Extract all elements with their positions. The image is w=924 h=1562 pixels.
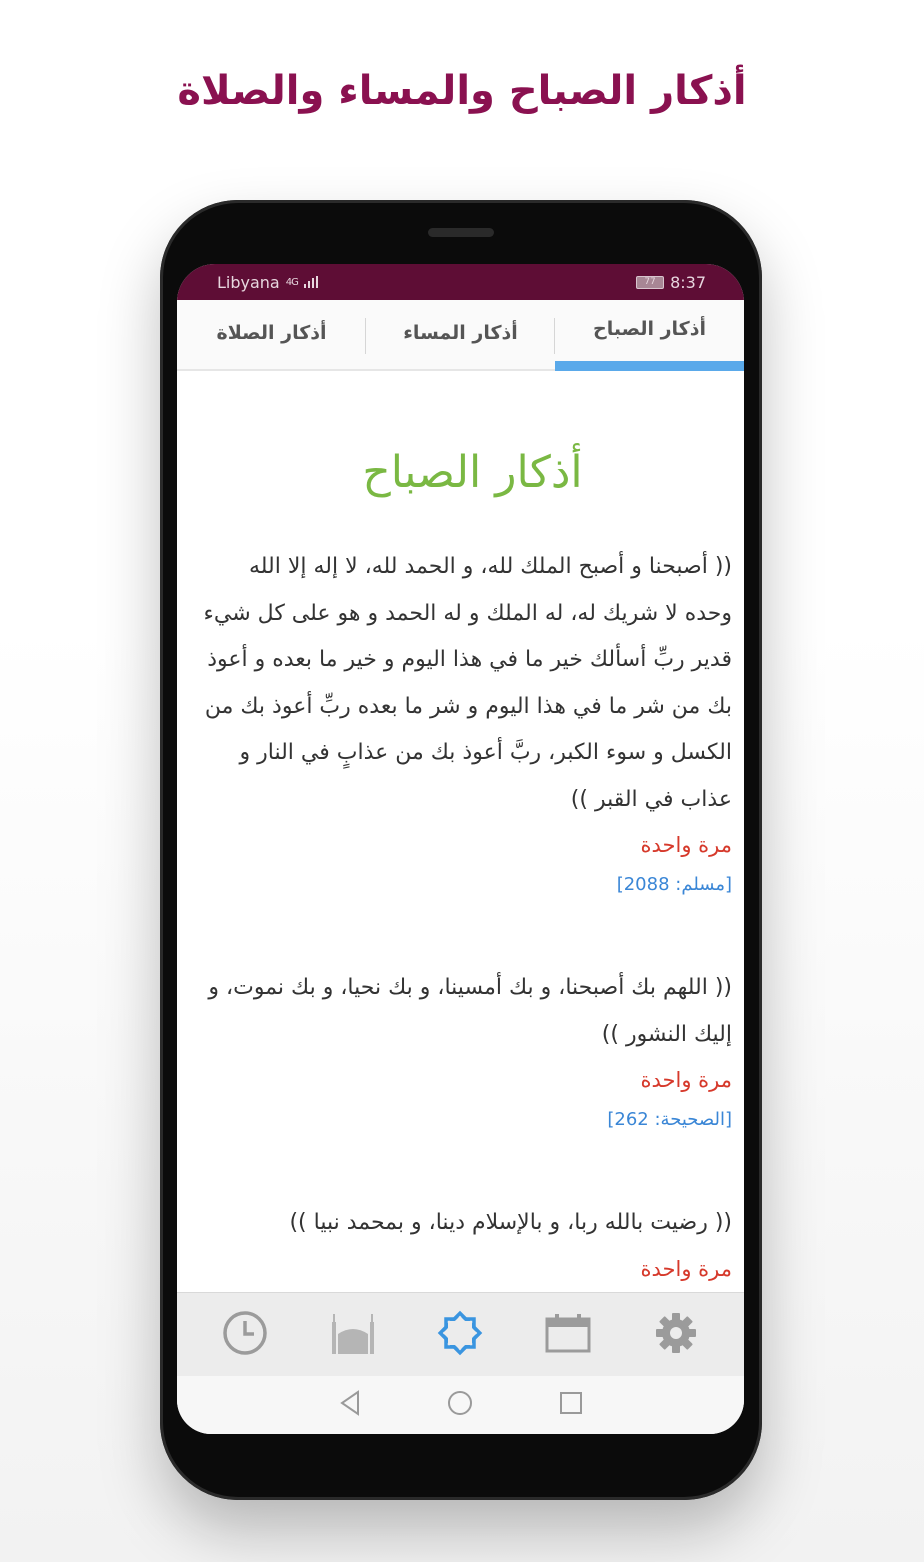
promo-title: أذكار الصباح والمساء والصلاة bbox=[177, 68, 747, 114]
dhikr-source: [مسلم: 2088] bbox=[616, 874, 732, 895]
star-icon bbox=[435, 1308, 485, 1362]
gear-icon bbox=[653, 1310, 699, 1360]
home-icon[interactable] bbox=[446, 1389, 474, 1421]
system-nav-bar bbox=[177, 1376, 744, 1434]
network-type: 4G bbox=[285, 276, 298, 288]
carrier-name: Libyana bbox=[217, 272, 280, 292]
clock-icon bbox=[221, 1309, 269, 1361]
back-icon[interactable] bbox=[338, 1390, 362, 1420]
nav-settings[interactable] bbox=[646, 1305, 706, 1365]
signal-icon bbox=[304, 273, 318, 292]
tab-evening[interactable]: أذكار المساء bbox=[366, 300, 555, 369]
tab-bar bbox=[177, 300, 744, 371]
dhikr-count: مرة واحدة bbox=[640, 1068, 732, 1092]
tab-morning[interactable]: أذكار الصباح bbox=[555, 300, 744, 371]
dhikr-count: مرة واحدة bbox=[640, 1256, 732, 1281]
dhikr-text: (( أصبحنا و أصبح الملك لله، و الحمد لله، لا إله إلا الله وحده لا شريك له، له الملك و له الحمد و هو على كل شيء قدير ربِّ أسألك خير ما في هذا اليوم و خير ما بعده و أعوذ بك من شر ما في هذا اليوم و شر ما بعده ربِّ أعوذ بك من الكسل و سوء الكبر، ربَّ أعوذ بك من عذابٍ في النار و عذاب في القبر )) bbox=[203, 554, 732, 812]
mosque-icon bbox=[330, 1310, 376, 1360]
nav-prayer[interactable] bbox=[323, 1305, 383, 1365]
phone-speaker bbox=[428, 228, 494, 237]
bottom-nav bbox=[177, 1292, 744, 1376]
dhikr-entry bbox=[197, 544, 732, 903]
phone-frame bbox=[160, 200, 762, 1500]
status-bar bbox=[177, 264, 744, 300]
dhikr-entry bbox=[197, 1200, 732, 1291]
tab-prayer[interactable]: أذكار الصلاة bbox=[177, 300, 366, 369]
dhikr-text: (( رضيت بالله ربا، و بالإسلام دينا، و بمحمد نبيا )) bbox=[289, 1210, 732, 1235]
dhikr-entry bbox=[197, 965, 732, 1138]
phone-screen bbox=[177, 264, 744, 1434]
nav-prayer-times[interactable] bbox=[215, 1305, 275, 1365]
battery-icon: 77 bbox=[636, 276, 664, 289]
content-scroll[interactable] bbox=[177, 371, 744, 1291]
dhikr-source: [الصحيحة: 262] bbox=[607, 1109, 732, 1130]
nav-adhkar[interactable] bbox=[430, 1305, 490, 1365]
calendar-icon bbox=[544, 1311, 592, 1359]
nav-calendar[interactable] bbox=[538, 1305, 598, 1365]
dhikr-count: مرة واحدة bbox=[640, 833, 732, 857]
recents-icon[interactable] bbox=[558, 1390, 584, 1420]
section-title: أذكار الصباح bbox=[362, 447, 583, 498]
clock-time: 8:37 bbox=[670, 272, 706, 292]
dhikr-text: (( اللهم بك أصبحنا، و بك أمسينا، و بك نحيا، و بك نموت، و إليك النشور )) bbox=[208, 975, 732, 1047]
